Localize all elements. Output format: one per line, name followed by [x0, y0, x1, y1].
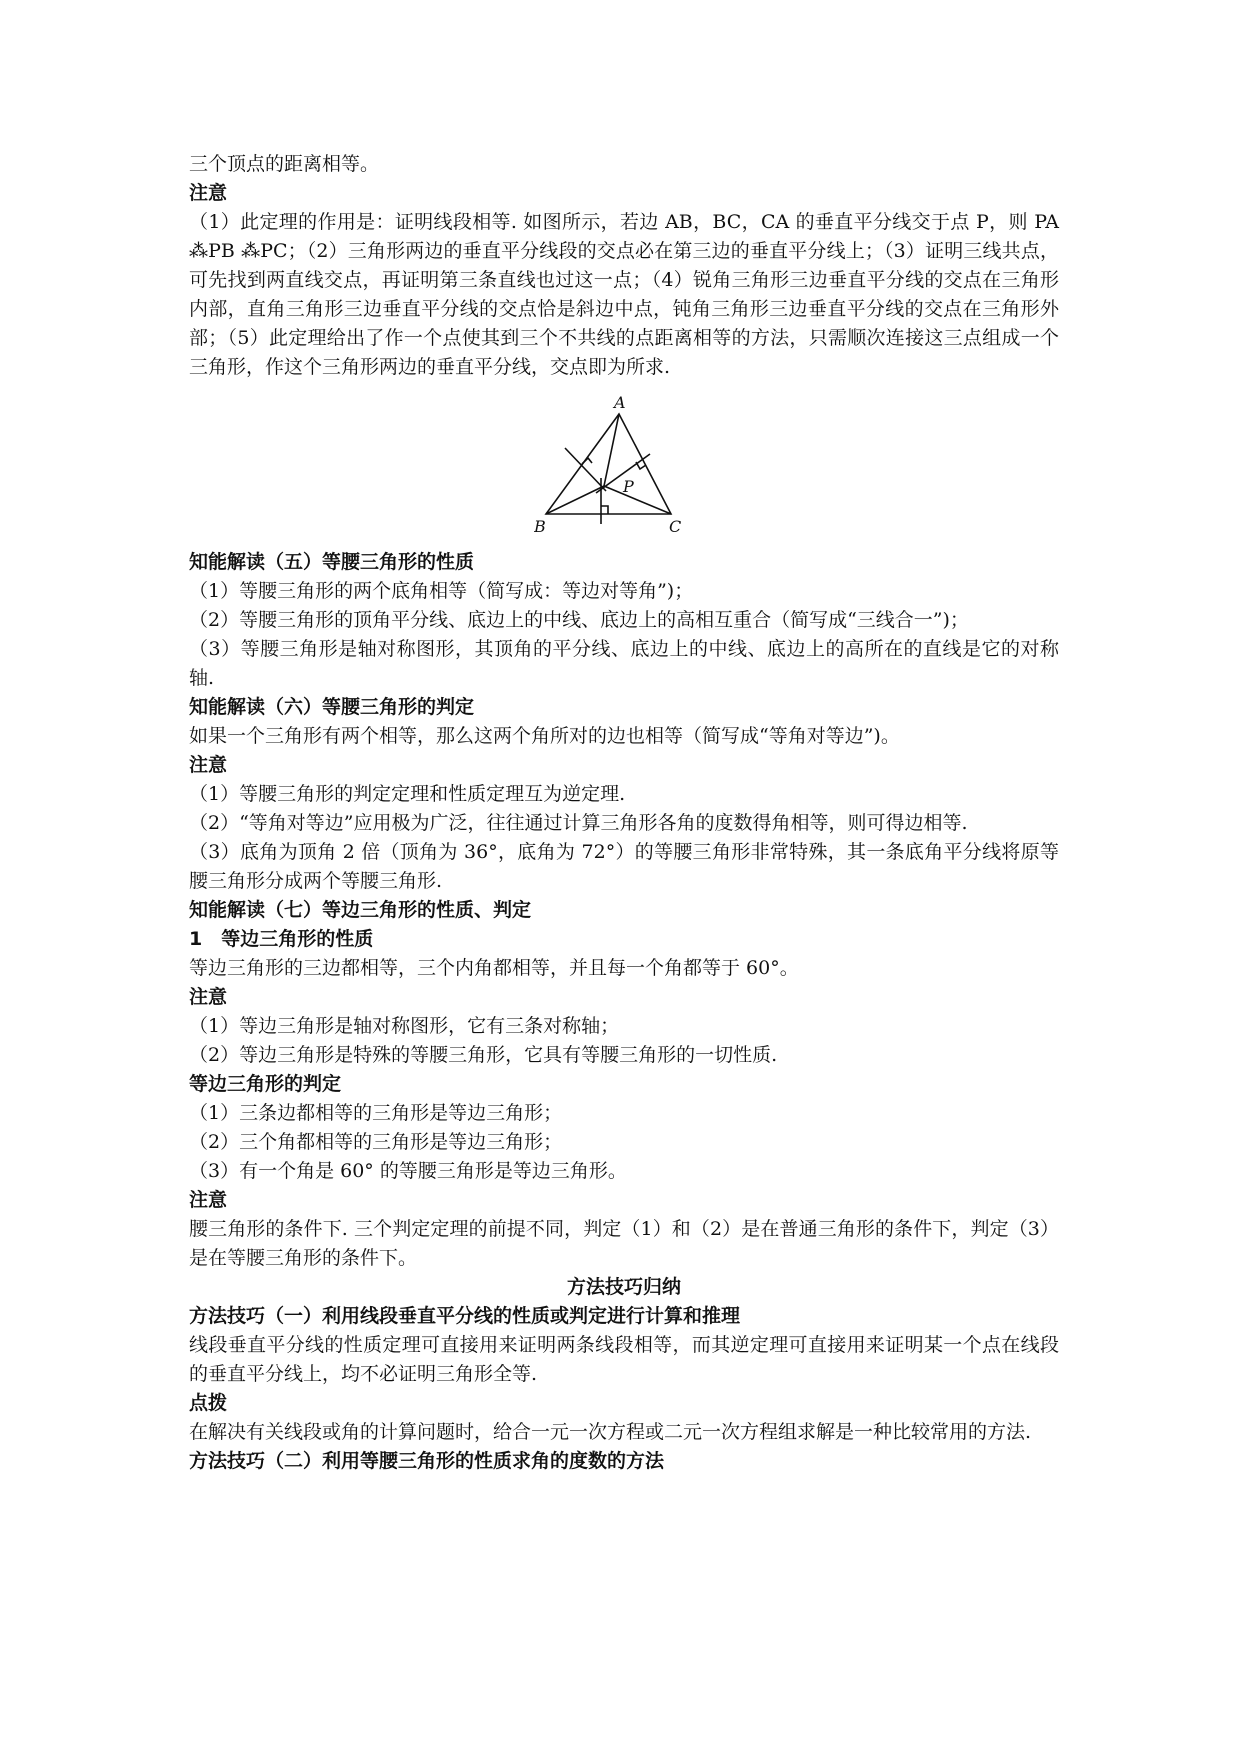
paragraph: （3）底角为顶角 2 倍（顶角为 36°，底角为 72°）的等腰三角形非常特殊，其一条底角平分线将原等腰三角形分成两个等腰三角形.	[189, 841, 1059, 892]
paragraph: 腰三角形的条件下. 三个判定定理的前提不同，判定（1）和（2）是在普通三角形的条件下，判定（3）是在等腰三角形的条件下。	[189, 1218, 1059, 1269]
section-heading: 知能解读（七）等边三角形的性质、判定	[189, 899, 532, 921]
chapter-heading: 方法技巧归纳	[566, 1276, 681, 1298]
section-heading: 方法技巧（一）利用线段垂直平分线的性质或判定进行计算和推理	[189, 1305, 741, 1327]
triangle-figure	[189, 396, 1059, 538]
note-heading: 注意	[189, 182, 228, 204]
paragraph: （1）此定理的作用是：证明线段相等. 如图所示，若边 AB，BC，CA 的垂直平分线交于点 P，则 PA ⁂PB ⁂PC；（2）三角形两边的垂直平分线段的交点必在第三边的垂直平分线上；（3）证明三线共点，可先找到两直线交点，再证明第三条直线也过这一点；（4）锐角三角形三边垂直平分线的交点在三角形内部，直角三角形三边垂直平分线的交点恰是斜边中点，钝角三角形三边垂直平分线的交点在三角形外部；（5）此定理给出了作一个点使其到三个不共线的点距离相等的方法，只需顺次连接这三点组成一个三角形，作这个三角形两边的垂直平分线，交点即为所求.	[189, 211, 1059, 378]
label-a: A	[614, 396, 626, 412]
note-heading: 注意	[189, 1189, 228, 1211]
text-line: （2）三个角都相等的三角形是等边三角形；	[189, 1131, 563, 1153]
paragraph: （3）等腰三角形是轴对称图形，其顶角的平分线、底边上的中线、底边上的高所在的直线是它的对称轴.	[189, 638, 1059, 689]
perpendicular-bisector-diagram	[534, 396, 714, 538]
tip-heading: 点拨	[189, 1392, 228, 1414]
text-line: 如果一个三角形有两个相等，那么这两个角所对的边也相等（简写成“等角对等边”)。	[189, 725, 900, 747]
text-line: 等边三角形的三边都相等，三个内角都相等，并且每一个角都等于 60°。	[189, 957, 799, 979]
text-line: 三个顶点的距离相等。	[189, 153, 380, 175]
text-line: （2）等边三角形是特殊的等腰三角形，它具有等腰三角形的一切性质.	[189, 1044, 778, 1066]
text-line: （1）等腰三角形的判定定理和性质定理互为逆定理.	[189, 783, 626, 805]
note-heading: 注意	[189, 754, 228, 776]
paragraph: （2）等腰三角形的顶角平分线、底边上的中线、底边上的高相互重合（简写成“三线合一”)；	[189, 609, 969, 631]
subsection-heading: 1 等边三角形的性质	[189, 928, 374, 950]
text-line: （1）等腰三角形的两个底角相等（简写成：等边对等角”)；	[189, 580, 694, 602]
section-heading: 知能解读（六）等腰三角形的判定	[189, 696, 475, 718]
paragraph: 在解决有关线段或角的计算问题时，给合一元一次方程或二元一次方程组求解是一种比较常用的方法.	[189, 1421, 1032, 1443]
paragraph: （2）“等角对等边”应用极为广泛，往往通过计算三角形各角的度数得角相等，则可得边相等.	[189, 812, 968, 834]
section-heading: 知能解读（五）等腰三角形的性质	[189, 551, 475, 573]
note-heading: 注意	[189, 986, 228, 1008]
label-p: P	[623, 477, 634, 496]
paragraph: 线段垂直平分线的性质定理可直接用来证明两条线段相等，而其逆定理可直接用来证明某一个点在线段的垂直平分线上，均不必证明三角形全等.	[189, 1334, 1059, 1385]
label-c: C	[669, 517, 682, 536]
text-line: （3）有一个角是 60° 的等腰三角形是等边三角形。	[189, 1160, 627, 1182]
text-line: （1）等边三角形是轴对称图形，它有三条对称轴；	[189, 1015, 620, 1037]
document-page	[189, 150, 1059, 1476]
label-b: B	[534, 517, 546, 536]
text-line: （1）三条边都相等的三角形是等边三角形；	[189, 1102, 563, 1124]
section-heading: 方法技巧（二）利用等腰三角形的性质求角的度数的方法	[189, 1450, 665, 1472]
subsection-heading: 等边三角形的判定	[189, 1073, 342, 1095]
